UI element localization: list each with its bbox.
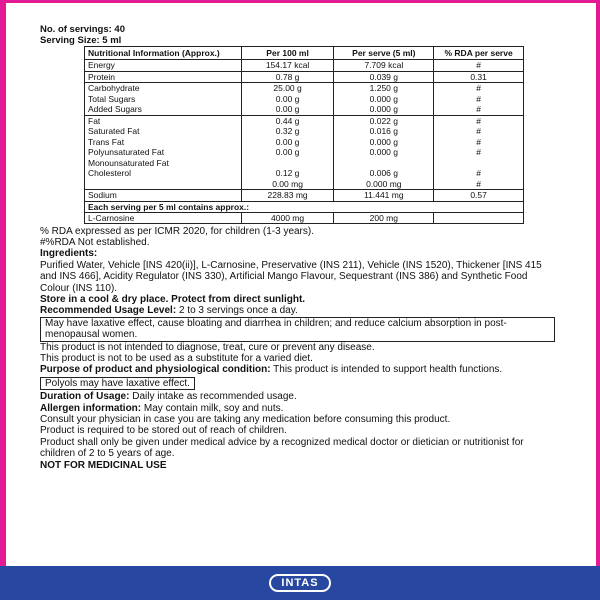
usage-text: 2 to 3 servings once a day. (176, 305, 298, 317)
allergen-line (40, 403, 555, 414)
per-serve-value (337, 158, 430, 169)
rda-value (437, 158, 520, 169)
per-serve-value: 0.000 g (369, 93, 399, 104)
per-100-value-cell (241, 190, 334, 202)
rda-value: # (476, 136, 481, 147)
per-serve-value: 0.022 g (369, 115, 399, 126)
nutrient-name: Added Sugars (88, 104, 142, 114)
table-row (85, 190, 524, 202)
per-100-value: 25.00 g (273, 83, 302, 93)
nutrient-name: Total Sugars (88, 93, 136, 104)
frame-left (0, 0, 6, 600)
nutrient-name: Monounsaturated Fat (88, 157, 169, 168)
per-serve-value: 7.709 kcal (364, 60, 404, 70)
per-serve-value-cell (334, 71, 434, 83)
section-header: Each serving per 5 ml contains approx.: (85, 201, 524, 212)
col-header: Per 100 ml (241, 47, 334, 60)
rda-value: # (476, 115, 481, 126)
intas-logo: INTAS (269, 574, 330, 592)
table-header-row (85, 47, 524, 60)
table-row (85, 212, 524, 223)
per-100-value: 4000 mg (241, 212, 334, 223)
rda-value: # (476, 104, 481, 114)
nutrient-name: L-Carnosine (85, 212, 242, 223)
duration-label: Duration of Usage: (40, 391, 130, 403)
per-100-value: 0.78 g (275, 71, 300, 82)
allergen-label: Allergen information: (40, 402, 142, 414)
nutrient-name-cell (85, 190, 242, 202)
label-content (40, 24, 560, 471)
nutrient-name-cell (85, 83, 242, 116)
nutrient-name-cell (85, 115, 242, 190)
frame-right (596, 0, 600, 600)
per-100-value (245, 158, 331, 169)
rda-value: # (476, 178, 481, 189)
consult-note: Consult your physician in case you are taking any medication before consuming this product. (40, 414, 451, 425)
not-medicinal-note: NOT FOR MEDICINAL USE (40, 459, 167, 471)
rda-value: # (476, 83, 481, 93)
purpose-label: Purpose of product and physiological condition: (40, 364, 271, 376)
per-serve-value: 200 mg (334, 212, 434, 223)
children-storage-note: Product is required to be stored out of reach of children. (40, 425, 287, 437)
per-serve-value-cell (334, 115, 434, 190)
rda-value: # (476, 93, 481, 104)
nutrition-table (84, 46, 524, 224)
per-serve-value: 0.000 g (369, 104, 399, 114)
table-row (85, 60, 524, 72)
per-100-value: 0.00 g (275, 104, 300, 114)
nutrient-name: Energy (88, 60, 115, 70)
per-100-value-cell (241, 83, 334, 116)
per-serve-value: 0.000 g (369, 136, 399, 147)
usage-label: Recommended Usage Level: (40, 305, 177, 317)
brand-bar (0, 566, 600, 600)
per-100-value-cell (241, 71, 334, 83)
rda-value: # (476, 60, 481, 70)
nutrient-name: Saturated Fat (88, 126, 140, 136)
nutrient-name-cell (85, 60, 242, 72)
rda-value-cell (434, 71, 524, 83)
per-100-value-cell (241, 60, 334, 72)
per-serve-value: 1.250 g (369, 83, 399, 93)
per-100-value: 0.00 g (275, 136, 300, 147)
medical-advice-note: Product shall only be given under medical advice by a recognized medical doctor or dietician or nutritionist for children of 2 to 5 years of age. (40, 436, 524, 460)
table-row (85, 115, 524, 190)
per-100-value: 0.44 g (275, 115, 300, 126)
rda-value: # (476, 147, 481, 157)
col-header: % RDA per serve (434, 47, 524, 60)
col-header: Nutritional Information (Approx.) (85, 47, 242, 60)
nutrient-name: Polyunsaturated Fat (88, 147, 165, 157)
table-row (85, 83, 524, 116)
rda-not-established: #%RDA Not established. (40, 236, 150, 248)
polyols-box: Polyols may have laxative effect. (40, 377, 195, 390)
storage-instructions: Store in a cool & dry place. Protect from direct sunlight. (40, 293, 306, 305)
nutrient-name: Fat (88, 115, 101, 126)
section-header-row (85, 201, 524, 212)
rda-note: % RDA expressed as per ICMR 2020, for children (1-3 years). (40, 225, 314, 237)
nutrient-name: Trans Fat (88, 136, 125, 147)
col-header: Per serve (5 ml) (334, 47, 434, 60)
per-100-value: 154.17 kcal (265, 60, 310, 70)
per-100-value: 0.00 g (275, 147, 300, 157)
rda-value-cell (434, 83, 524, 116)
per-100-value: 0.12 g (275, 168, 300, 178)
rda-value-cell (434, 60, 524, 72)
nutrient-name-cell (85, 71, 242, 83)
nutrient-name: Cholesterol (88, 168, 131, 178)
per-serve-value: 0.000 g (369, 147, 399, 157)
not-intended-note: This product is not intended to diagnose, treat, cure or prevent any disease. (40, 341, 375, 353)
per-serve-value: 0.006 g (369, 168, 399, 178)
rda-value-cell (434, 190, 524, 202)
nutrient-name: Sodium (88, 190, 117, 200)
rda-value-cell (434, 115, 524, 190)
nutrient-name: Protein (88, 71, 115, 82)
per-serve-value: 0.016 g (369, 126, 399, 136)
usage-line (40, 305, 555, 316)
per-serve-value-cell (334, 190, 434, 202)
per-100-value-cell (241, 115, 334, 190)
rda-value: 0.31 (470, 71, 487, 82)
rda-value: # (476, 168, 481, 178)
allergen-text: May contain milk, soy and nuts. (141, 402, 284, 414)
ingredients-text: Purified Water, Vehicle [INS 420(ii)], L-Carnosine, Preservative (INS 211), Vehicle (INS 1520), Thickener [INS 415 and INS 466], Acidity Regulator (INS 330), Artificial Mango Flavour, Sequestrant (INS 386) and Synthetic Food Colour (INS 110). (40, 259, 542, 294)
frame-top (0, 0, 600, 3)
per-100-value: 0.00 g (275, 93, 300, 104)
per-serve-value: 0.000 mg (366, 178, 402, 189)
per-serve-value-cell (334, 60, 434, 72)
ingredients-label: Ingredients: (40, 248, 98, 260)
table-row (85, 71, 524, 83)
per-100-value: 0.00 mg (272, 178, 303, 189)
rda-value (434, 212, 524, 223)
per-100-value: 0.32 g (275, 126, 300, 136)
servings-count: No. of servings: 40 (40, 24, 125, 35)
per-100-value: 228.83 mg (267, 190, 308, 200)
per-serve-value: 11.441 mg (364, 190, 404, 200)
duration-line (40, 391, 555, 402)
per-serve-value-cell (334, 83, 434, 116)
label-text (40, 226, 555, 472)
purpose-line (40, 364, 555, 375)
not-substitute-note: This product is not to be used as a substitute for a varied diet. (40, 352, 313, 364)
serving-size: Serving Size: 5 ml (40, 35, 122, 46)
per-serve-value: 0.039 g (369, 71, 399, 82)
rda-value: # (476, 126, 481, 136)
duration-text: Daily intake as recommended usage. (129, 391, 297, 403)
rda-value: 0.57 (470, 190, 487, 200)
purpose-text: This product is intended to support health functions. (270, 364, 503, 376)
nutrient-name: Carbohydrate (88, 83, 140, 93)
warning-box: May have laxative effect, cause bloating and diarrhea in children; and reduce calcium absorption in post-menopausal women. (40, 317, 555, 342)
